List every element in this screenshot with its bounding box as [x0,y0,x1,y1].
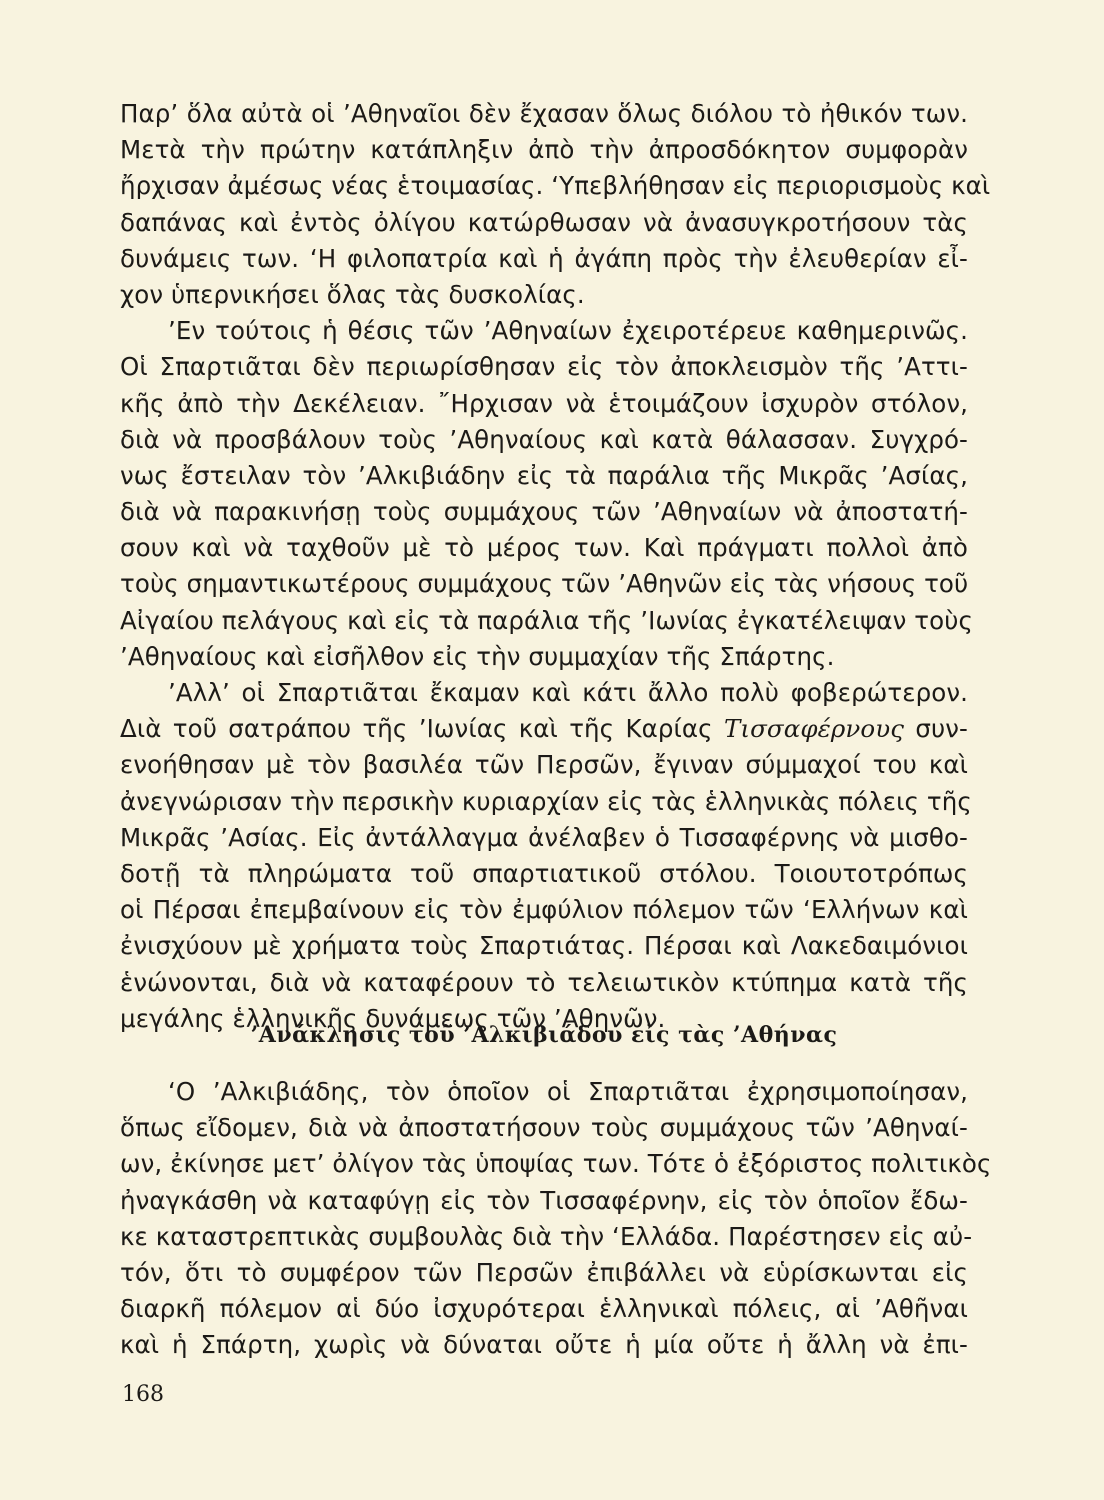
text-line: ενοήθησαν μὲ τὸν βασιλέα τῶν Περσῶν, ἔγιναν σύμμαχοί του καὶ [120,750,968,780]
text-line: ’Αθηναίους καὶ εἰσῆλθον εἰς τὴν συμμαχίαν τῆς Σπάρτης. [120,641,835,671]
text-line: δυνάμεις των. ‘Η φιλοπατρία καὶ ἡ ἀγάπη πρὸς τὴν ἐλευθερίαν εἶ- [120,243,968,273]
text-line [120,711,968,747]
text-line: ἤρχισαν ἀμέσως νέας ἑτοιμασίας. ‘Υπεβλήθησαν εἰς περιορισμοὺς καὶ [120,171,991,201]
text-line: ’Αλλ’ οἱ Σπαρτιᾶται ἔκαμαν καὶ κάτι ἄλλο πολὺ φοβερώτερον. [168,678,968,707]
section-heading: ’Ανάκλησις τοῦ ’Αλκιβιάδου εἰς τὰς ’Αθήνας [250,1022,838,1048]
text-line: ’Εν τούτοις ἡ θέσις τῶν ’Αθηναίων ἐχειροτέρευε καθημερινῶς. [168,316,968,346]
text-line: μεγάλης ἑλληνικῆς δυνάμεως τῶν ’Αθηνῶν. [120,1003,666,1033]
text-line: δοτῇ τὰ πληρώματα τοῦ σπαρτιατικοῦ στόλου. Τοιουτοτρόπως [120,858,968,888]
text-line: κῆς ἀπὸ τὴν Δεκέλειαν. ῎Ηρχισαν νὰ ἑτοιμάζουν ἰσχυρὸν στόλον, [120,388,968,418]
text-line: ων, ἐκίνησε μετ’ ὀλίγον τὰς ὑποψίας των. Τότε ὁ ἐξόριστος πολιτικὸς [120,1149,992,1179]
text-line: τοὺς σημαντικωτέρους συμμάχους τῶν ’Αθηνῶν εἰς τὰς νήσους τοῦ [120,569,969,599]
text-line: ‘Ο ’Αλκιβιάδης, τὸν ὁποῖον οἱ Σπαρτιᾶται ἐχρησιμοποίησαν, [168,1077,968,1106]
text-line: Παρ’ ὅλα αὐτὰ οἱ ’Αθηναῖοι δὲν ἔχασαν ὅλως διόλου τὸ ἠθικόν των. [120,99,968,128]
text-line: διαρκῆ πόλεμον αἱ δύο ἰσχυρότεραι ἑλληνικαὶ πόλεις, αἱ ’Αθῆναι [120,1294,968,1324]
text-line: ἑνώνονται, διὰ νὰ καταφέρουν τὸ τελειωτικὸν κτύπημα κατὰ τῆς [120,967,968,997]
text-line: σουν καὶ νὰ ταχθοῦν μὲ τὸ μέρος των. Καὶ πράγματι πολλοὶ ἀπὸ [120,533,968,563]
text-line: ἠναγκάσθη νὰ καταφύγῃ εἰς τὸν Τισσαφέρνην, εἰς τὸν ὁποῖον ἔδω- [120,1185,968,1215]
text-line: ἀνεγνώρισαν τὴν περσικὴν κυριαρχίαν εἰς τὰς ἑλληνικὰς πόλεις τῆς [120,786,972,816]
text-line: κε καταστρεπτικὰς συμβουλὰς διὰ τὴν ‘Ελλάδα. Παρέστησεν εἰς αὐ- [120,1221,973,1251]
text-line: χον ὑπερνικήσει ὅλας τὰς δυσκολίας. [120,279,585,309]
text-segment: συν- [904,714,968,744]
italic-name-tissaphernes: Τισσαφέρνους [723,714,905,744]
text-line: Οἱ Σπαρτιᾶται δὲν περιωρίσθησαν εἰς τὸν ἀποκλεισμὸν τῆς ’Αττι- [120,352,968,382]
text-line: Αἰγαίου πελάγους καὶ εἰς τὰ παράλια τῆς ’Ιωνίας ἐγκατέλειψαν τοὺς [120,605,974,635]
text-line: ἐνισχύουν μὲ χρήματα τοὺς Σπαρτιάτας. Πέρσαι καὶ Λακεδαιμόνιοι [120,931,968,961]
body-text-bottom [120,1074,992,1364]
text-line: διὰ νὰ προσβάλουν τοὺς ’Αθηναίους καὶ κατὰ θάλασσαν. Συγχρό- [120,424,968,454]
text-line: διὰ νὰ παρακινήσῃ τοὺς συμμάχους τῶν ’Αθηναίων νὰ ἀποστατή- [120,497,968,527]
text-line: δαπάνας καὶ ἐντὸς ὀλίγου κατώρθωσαν νὰ ἀνασυγκροτήσουν τὰς [120,207,968,237]
text-line: ὅπως εἴδομεν, διὰ νὰ ἀποστατήσουν τοὺς συμμάχους τῶν ’Αθηναί- [120,1113,968,1143]
text-line: οἱ Πέρσαι ἐπεμβαίνουν εἰς τὸν ἐμφύλιον πόλεμον τῶν ‘Ελλήνων καὶ [120,895,968,925]
text-line: Μετὰ τὴν πρώτην κατάπληξιν ἀπὸ τὴν ἀπροσδόκητον συμφορὰν [120,135,968,165]
text-line: τόν, ὅτι τὸ συμφέρον τῶν Περσῶν ἐπιβάλλει νὰ εὑρίσκωνται εἰς [120,1257,968,1287]
body-text-top [120,96,991,1037]
page-number: 168 [122,1382,164,1407]
text-line: νως ἔστειλαν τὸν ’Αλκιβιάδην εἰς τὰ παράλια τῆς Μικρᾶς ’Ασίας, [120,460,968,490]
text-segment: Διὰ τοῦ σατράπου τῆς ’Ιωνίας καὶ τῆς Καρίας [120,714,724,744]
text-line: Μικρᾶς ’Ασίας. Εἰς ἀντάλλαγμα ἀνέλαβεν ὁ Τισσαφέρνης νὰ μισθο- [120,822,968,852]
text-line: καὶ ἡ Σπάρτη, χωρὶς νὰ δύναται οὔτε ἡ μία οὔτε ἡ ἄλλη νὰ ἐπι- [120,1330,968,1360]
